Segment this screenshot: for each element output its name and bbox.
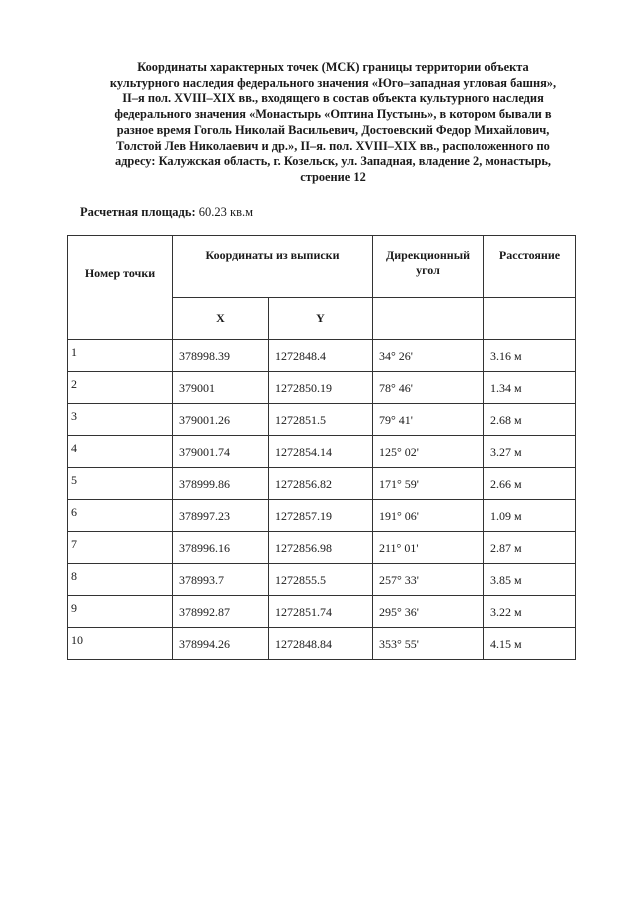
cell-distance: 3.85 м bbox=[484, 564, 576, 596]
coordinates-table bbox=[67, 235, 576, 660]
cell-y: 1272854.14 bbox=[269, 436, 373, 468]
cell-y: 1272856.82 bbox=[269, 468, 373, 500]
title-line: II–я пол. XVIII–XIX вв., входящего в состав объекта культурного наследия bbox=[122, 91, 544, 106]
document-title bbox=[70, 60, 596, 186]
cell-x: 378996.16 bbox=[173, 532, 269, 564]
cell-angle: 79° 41' bbox=[373, 404, 484, 436]
cell-x: 378997.23 bbox=[173, 500, 269, 532]
cell-distance: 3.27 м bbox=[484, 436, 576, 468]
cell-y: 1272851.74 bbox=[269, 596, 373, 628]
table-row bbox=[68, 340, 576, 372]
table-row bbox=[68, 628, 576, 660]
cell-y: 1272848.4 bbox=[269, 340, 373, 372]
cell-x: 378993.7 bbox=[173, 564, 269, 596]
title-line: федерального значения «Монастырь «Оптина Пустынь», в котором бывали в bbox=[114, 107, 552, 122]
header-point-number: Номер точки bbox=[68, 236, 173, 340]
cell-angle: 211° 01' bbox=[373, 532, 484, 564]
header-x: X bbox=[173, 298, 269, 340]
cell-point-number: 2 bbox=[68, 372, 173, 404]
cell-x: 379001.74 bbox=[173, 436, 269, 468]
area-label: Расчетная площадь: bbox=[80, 205, 196, 219]
title-line: строение 12 bbox=[300, 169, 366, 184]
cell-x: 379001 bbox=[173, 372, 269, 404]
header-bearing-empty bbox=[373, 298, 484, 340]
cell-x: 378999.86 bbox=[173, 468, 269, 500]
cell-angle: 34° 26' bbox=[373, 340, 484, 372]
cell-y: 1272848.84 bbox=[269, 628, 373, 660]
title-line: адресу: Калужская область, г. Козельск, ул. Западная, владение 2, монастырь, bbox=[114, 154, 552, 169]
cell-distance: 2.87 м bbox=[484, 532, 576, 564]
cell-angle: 171° 59' bbox=[373, 468, 484, 500]
calculated-area bbox=[80, 205, 253, 220]
cell-x: 378994.26 bbox=[173, 628, 269, 660]
cell-distance: 1.34 м bbox=[484, 372, 576, 404]
cell-distance: 3.16 м bbox=[484, 340, 576, 372]
header-y: Y bbox=[269, 298, 373, 340]
cell-y: 1272855.5 bbox=[269, 564, 373, 596]
header-coordinates: Координаты из выписки bbox=[173, 236, 373, 298]
cell-distance: 1.09 м bbox=[484, 500, 576, 532]
cell-angle: 353° 55' bbox=[373, 628, 484, 660]
cell-distance: 3.22 м bbox=[484, 596, 576, 628]
area-value: 60.23 кв.м bbox=[198, 205, 254, 219]
cell-point-number: 3 bbox=[68, 404, 173, 436]
cell-y: 1272851.5 bbox=[269, 404, 373, 436]
cell-point-number: 7 bbox=[68, 532, 173, 564]
cell-y: 1272850.19 bbox=[269, 372, 373, 404]
table-header-row bbox=[68, 236, 576, 298]
table-row bbox=[68, 596, 576, 628]
table-row bbox=[68, 436, 576, 468]
cell-point-number: 4 bbox=[68, 436, 173, 468]
table-row bbox=[68, 468, 576, 500]
cell-point-number: 9 bbox=[68, 596, 173, 628]
table-row bbox=[68, 532, 576, 564]
header-bearing: Дирекционный угол bbox=[373, 236, 484, 298]
cell-angle: 78° 46' bbox=[373, 372, 484, 404]
cell-point-number: 1 bbox=[68, 340, 173, 372]
cell-point-number: 10 bbox=[68, 628, 173, 660]
cell-distance: 2.68 м bbox=[484, 404, 576, 436]
cell-x: 378992.87 bbox=[173, 596, 269, 628]
title-line: Толстой Лев Николаевич и др.», II–я. пол. XVIII–XIX вв., расположенного по bbox=[116, 138, 550, 153]
header-distance-empty bbox=[484, 298, 576, 340]
table-row bbox=[68, 500, 576, 532]
table-row bbox=[68, 404, 576, 436]
cell-angle: 191° 06' bbox=[373, 500, 484, 532]
cell-x: 379001.26 bbox=[173, 404, 269, 436]
cell-angle: 125° 02' bbox=[373, 436, 484, 468]
cell-y: 1272856.98 bbox=[269, 532, 373, 564]
title-line: культурного наследия федерального значения «Юго–западная угловая башня», bbox=[109, 75, 557, 90]
table-row bbox=[68, 564, 576, 596]
cell-x: 378998.39 bbox=[173, 340, 269, 372]
table-row bbox=[68, 372, 576, 404]
title-line: разное время Гоголь Николай Васильевич, Достоевский Федор Михайлович, bbox=[116, 122, 550, 137]
cell-angle: 257° 33' bbox=[373, 564, 484, 596]
title-line: Координаты характерных точек (МСК) границы территории объекта bbox=[137, 60, 529, 74]
cell-distance: 4.15 м bbox=[484, 628, 576, 660]
cell-y: 1272857.19 bbox=[269, 500, 373, 532]
cell-distance: 2.66 м bbox=[484, 468, 576, 500]
cell-point-number: 8 bbox=[68, 564, 173, 596]
cell-point-number: 6 bbox=[68, 500, 173, 532]
cell-point-number: 5 bbox=[68, 468, 173, 500]
cell-angle: 295° 36' bbox=[373, 596, 484, 628]
header-distance: Расстояние bbox=[484, 236, 576, 298]
